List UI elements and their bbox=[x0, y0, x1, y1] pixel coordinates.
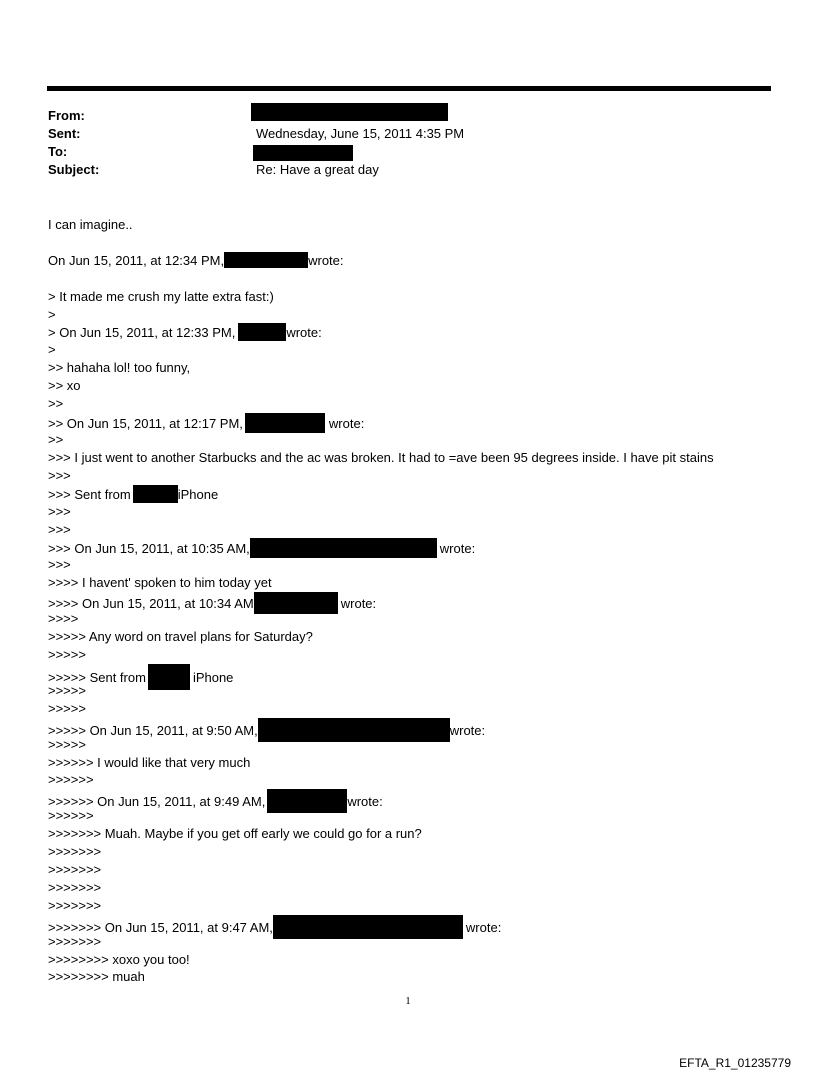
body-line: >>>>>>> bbox=[48, 898, 102, 913]
body-line: >> xo bbox=[48, 378, 81, 393]
body-line: >> bbox=[48, 432, 64, 447]
sender-redaction bbox=[250, 538, 437, 558]
body-line bbox=[48, 538, 475, 558]
body-line: >>>>> bbox=[48, 701, 86, 716]
body-line bbox=[48, 915, 501, 939]
from-redaction bbox=[251, 103, 448, 121]
sent-from-text: >>> Sent from bbox=[48, 487, 131, 502]
sender-redaction bbox=[273, 915, 463, 939]
body-line bbox=[48, 485, 218, 504]
iphone-text: iPhone bbox=[192, 670, 234, 685]
to-redaction bbox=[253, 145, 353, 161]
subject-value: Re: Have a great day bbox=[256, 162, 379, 177]
body-line: >>>>>> bbox=[48, 772, 94, 787]
body-line: >>>>>>> Muah. Maybe if you get off early we could go for a run? bbox=[48, 826, 422, 841]
body-line bbox=[48, 789, 383, 813]
quote-attribution: >> On Jun 15, 2011, at 12:17 PM, bbox=[48, 416, 243, 431]
body-line: >>>>>>> bbox=[48, 844, 102, 859]
body-line: >>>> bbox=[48, 611, 79, 626]
sender-redaction bbox=[254, 592, 338, 614]
body-line: >>> bbox=[48, 504, 71, 519]
wrote-text: wrote: bbox=[439, 541, 476, 556]
sent-label: Sent: bbox=[48, 126, 81, 141]
header-rule bbox=[47, 86, 771, 91]
from-label: From: bbox=[48, 108, 85, 123]
body-line: >>>>>> I would like that very much bbox=[48, 755, 251, 770]
wrote-text: wrote: bbox=[465, 920, 502, 935]
quote-attribution: > On Jun 15, 2011, at 12:33 PM, bbox=[48, 325, 236, 340]
wrote-text: wrote: bbox=[328, 416, 365, 431]
quote-attribution: >>>> On Jun 15, 2011, at 10:34 AM bbox=[48, 596, 254, 611]
body-line: >>>>> bbox=[48, 647, 86, 662]
document-id: EFTA_R1_01235779 bbox=[679, 1056, 791, 1070]
body-line bbox=[48, 323, 322, 342]
quote-attribution: >>>>>>> On Jun 15, 2011, at 9:47 AM, bbox=[48, 920, 273, 935]
body-line: >>>>> bbox=[48, 737, 86, 752]
body-line: >>>>> bbox=[48, 683, 86, 698]
wrote-text: wrote: bbox=[449, 723, 486, 738]
body-line: >>>>>>> bbox=[48, 934, 102, 949]
body-line: >>>>>> bbox=[48, 808, 94, 823]
quote-attribution: >>>>> On Jun 15, 2011, at 9:50 AM, bbox=[48, 723, 258, 738]
body-line bbox=[48, 252, 344, 270]
sent-value: Wednesday, June 15, 2011 4:35 PM bbox=[256, 126, 465, 141]
body-line: >> bbox=[48, 396, 64, 411]
body-line: > bbox=[48, 307, 56, 322]
body-line: > It made me crush my latte extra fast:) bbox=[48, 289, 274, 304]
sender-redaction bbox=[267, 789, 347, 813]
wrote-text: wrote: bbox=[340, 596, 377, 611]
quote-attribution: >>> On Jun 15, 2011, at 10:35 AM, bbox=[48, 541, 250, 556]
wrote-text: wrote: bbox=[286, 325, 322, 340]
body-line bbox=[48, 413, 364, 433]
wrote-text: wrote: bbox=[347, 794, 383, 809]
device-redaction bbox=[133, 485, 178, 503]
iphone-text: iPhone bbox=[177, 487, 219, 502]
body-line: >>>>>>>> muah bbox=[48, 969, 145, 984]
page-number: 1 bbox=[405, 995, 411, 1007]
sender-redaction bbox=[224, 252, 308, 268]
sender-redaction bbox=[238, 323, 286, 341]
body-line bbox=[48, 592, 376, 614]
quote-attribution: On Jun 15, 2011, at 12:34 PM, bbox=[48, 253, 225, 268]
wrote-text: wrote: bbox=[308, 253, 344, 268]
body-line: >> hahaha lol! too funny, bbox=[48, 360, 191, 375]
body-line: >>>>>>> bbox=[48, 862, 102, 877]
body-line: I can imagine.. bbox=[48, 217, 133, 232]
sender-redaction bbox=[258, 718, 450, 742]
body-line: >>> bbox=[48, 468, 71, 483]
subject-label: Subject: bbox=[48, 162, 100, 177]
sent-from-text: >>>>> Sent from bbox=[48, 670, 146, 685]
body-line: >>> bbox=[48, 522, 71, 537]
body-line: > bbox=[48, 342, 56, 357]
to-label: To: bbox=[48, 144, 68, 159]
device-redaction bbox=[148, 664, 190, 690]
body-line: >>>>>>> bbox=[48, 880, 102, 895]
quote-attribution: >>>>>> On Jun 15, 2011, at 9:49 AM, bbox=[48, 794, 266, 809]
body-line: >>> bbox=[48, 557, 71, 572]
sender-redaction bbox=[245, 413, 325, 433]
body-line: >>>> I havent' spoken to him today yet bbox=[48, 575, 272, 590]
body-line: >>>>> Any word on travel plans for Saturday? bbox=[48, 629, 313, 644]
body-line bbox=[48, 718, 485, 742]
body-line: >>>>>>>> xoxo you too! bbox=[48, 952, 190, 967]
body-line: >>> I just went to another Starbucks and the ac was broken. It had to =ave been 95 degrees inside. I have pit stains bbox=[48, 450, 714, 465]
